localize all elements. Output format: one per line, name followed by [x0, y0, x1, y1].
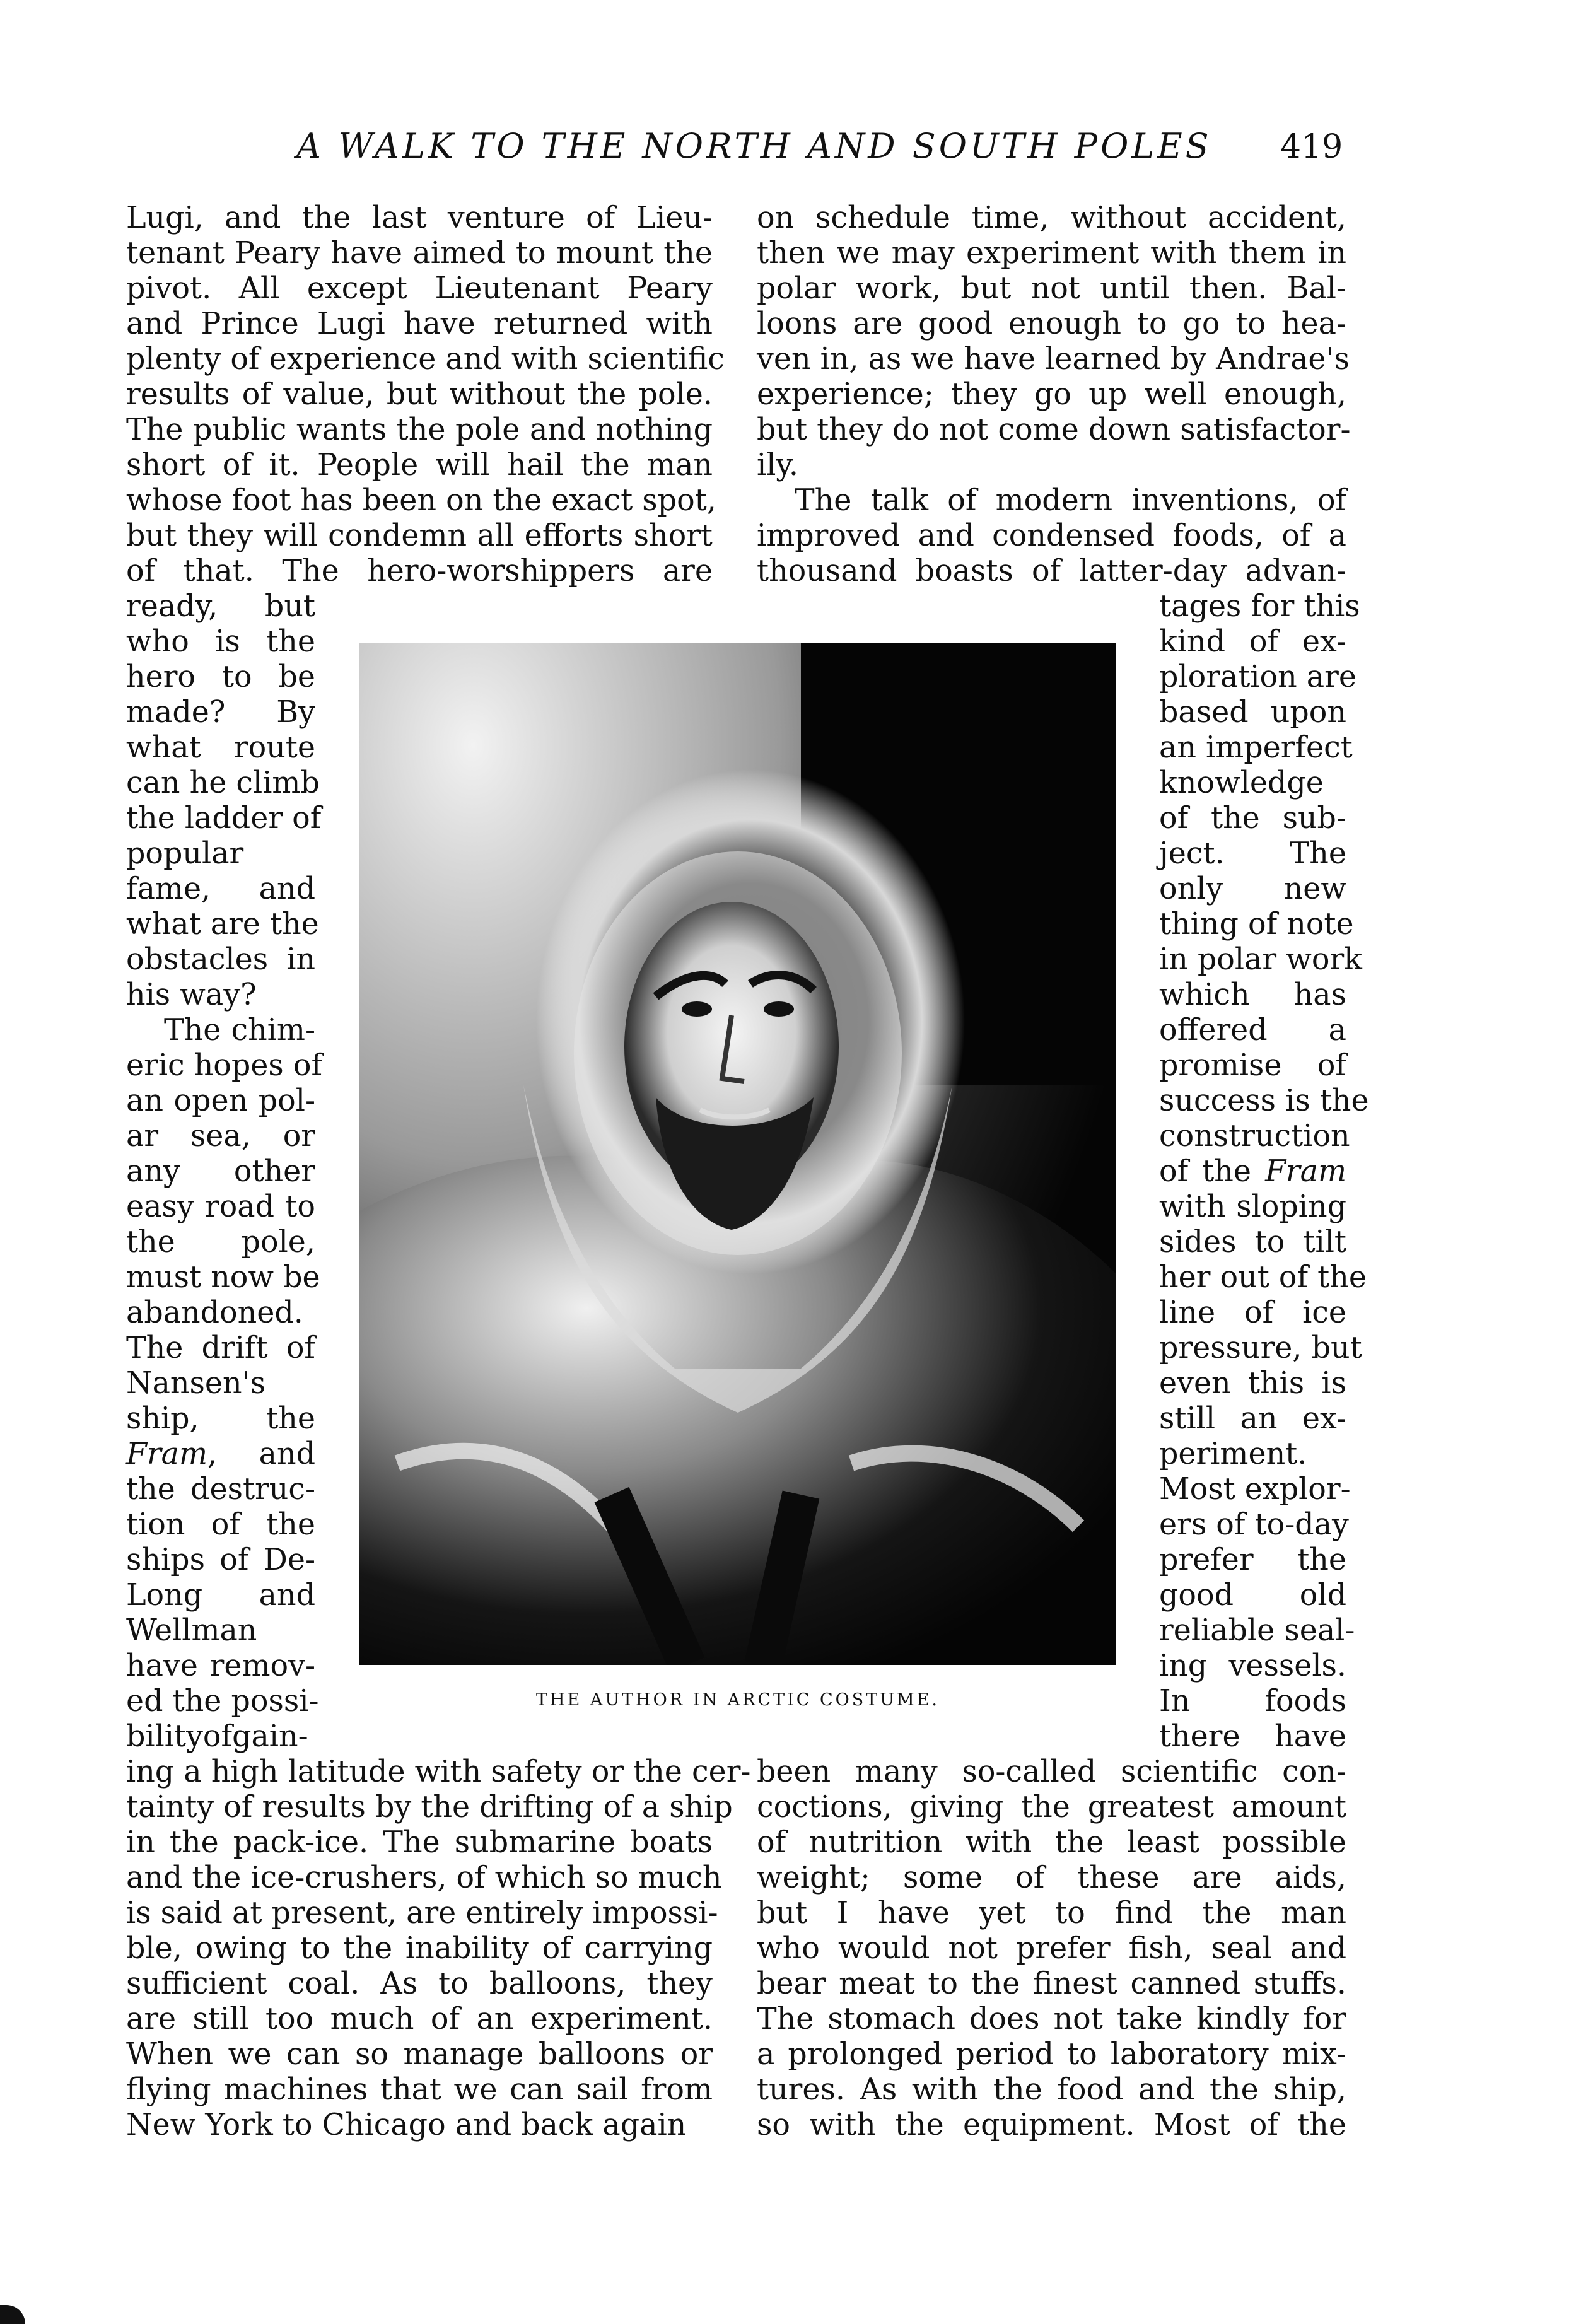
text-line: of nutrition with the least possible: [757, 1825, 1346, 1860]
text-line: of the Fram: [1159, 1154, 1346, 1189]
text-line: ject. The: [1159, 836, 1346, 871]
text-line: promise of: [1159, 1048, 1346, 1083]
text-line: loons are good enough to go to hea-: [757, 307, 1346, 341]
page-number: 419: [1280, 128, 1343, 166]
text-line: her out of the: [1159, 1260, 1367, 1295]
text-line: bilityofgain-: [126, 1719, 308, 1754]
text-line: construction: [1159, 1119, 1350, 1153]
text-line: The stomach does not take kindly for: [757, 2002, 1346, 2036]
text-line: and Prince Lugi have returned with: [126, 307, 713, 341]
text-line: tainty of results by the drifting of a ship: [126, 1790, 733, 1825]
text-line: but they do not come down satisfactor-: [757, 412, 1351, 447]
text-line: only new: [1159, 872, 1346, 906]
text-line: Lugi, and the last venture of Lieu-: [126, 201, 713, 235]
text-line: have remov-: [126, 1649, 315, 1683]
text-line: in polar work: [1159, 942, 1362, 977]
text-line: ven in, as we have learned by Andrae's: [757, 342, 1350, 377]
text-line: pivot. All except Lieutenant Peary: [126, 271, 713, 306]
text-line: periment.: [1159, 1437, 1307, 1471]
text-line: bear meat to the finest canned stuffs.: [757, 1966, 1346, 2001]
text-line: his way?: [126, 978, 257, 1012]
text-line: so with the equipment. Most of the: [757, 2108, 1346, 2142]
text-line: experience; they go up well enough,: [757, 377, 1346, 412]
text-line: whose foot has been on the exact spot,: [126, 483, 716, 518]
text-line: prefer the: [1159, 1543, 1346, 1577]
text-line: is said at present, are entirely impossi-: [126, 1896, 718, 1930]
text-line: pressure, but: [1159, 1331, 1362, 1365]
text-line: Wellman: [126, 1613, 257, 1648]
text-line: ploration are: [1159, 660, 1356, 694]
text-line: any other: [126, 1154, 315, 1189]
text-line: ily.: [757, 448, 799, 482]
text-line: can he climb: [126, 766, 320, 800]
text-line: easy road to: [126, 1189, 315, 1224]
text-line: tion of the: [126, 1507, 315, 1542]
text-line: even this is: [1159, 1366, 1346, 1401]
text-line: offered a: [1159, 1013, 1346, 1048]
text-line: ing vessels.: [1159, 1649, 1346, 1683]
right-column-narrow: [1159, 589, 1369, 1755]
text-line: New York to Chicago and back again: [126, 2108, 687, 2142]
text-line: tures. As with the food and the ship,: [757, 2072, 1346, 2107]
text-line: based upon: [1159, 695, 1346, 730]
text-line: in the pack-ice. The submarine boats: [126, 1825, 713, 1860]
text-line: obstacles in: [126, 942, 315, 977]
text-line: what route: [126, 730, 315, 765]
text-line: tenant Peary have aimed to mount the: [126, 236, 713, 271]
text-line: success is the: [1159, 1083, 1369, 1118]
text-line: ers of to-day: [1159, 1507, 1349, 1542]
text-line: Most explor-: [1159, 1472, 1351, 1507]
text-line: knowledge: [1159, 766, 1324, 800]
text-line: Nansen's: [126, 1366, 265, 1401]
text-line: sides to tilt: [1159, 1225, 1346, 1259]
left-column-narrow: [126, 589, 323, 1755]
left-column-bottom: [126, 1755, 751, 2143]
text-line: sufficient coal. As to balloons, they: [126, 1966, 713, 2001]
text-line: line of ice: [1159, 1295, 1346, 1330]
text-line: reliable seal-: [1159, 1613, 1355, 1648]
text-line: an open pol-: [126, 1083, 315, 1118]
text-line: still an ex-: [1159, 1401, 1346, 1436]
text-line: hero to be: [126, 660, 315, 694]
text-line: been many so-called scientific con-: [757, 1755, 1346, 1789]
text-line: good old: [1159, 1578, 1346, 1613]
running-title: A WALK TO THE NORTH AND SOUTH POLES: [296, 126, 1212, 166]
text-line: kind of ex-: [1159, 624, 1346, 659]
text-line: the destruc-: [126, 1472, 315, 1507]
text-line: who is the: [126, 624, 315, 659]
left-column-top: [126, 201, 725, 589]
text-line: made? By: [126, 695, 315, 730]
text-line: abandoned.: [126, 1295, 303, 1330]
text-line: weight; some of these are aids,: [757, 1860, 1346, 1895]
text-line: ship, the: [126, 1401, 315, 1436]
text-line: the ladder of: [126, 801, 322, 836]
text-line: must now be: [126, 1260, 320, 1295]
text-line: what are the: [126, 907, 319, 942]
text-line: with sloping: [1159, 1189, 1346, 1224]
text-line: thousand boasts of latter-day advan-: [757, 554, 1346, 588]
text-line: The drift of: [126, 1331, 315, 1365]
author-photograph: [359, 643, 1116, 1665]
text-line: of that. The hero-worshippers are: [126, 554, 713, 588]
text-line: ble, owing to the inability of carrying: [126, 1931, 713, 1966]
text-line: eric hopes of: [126, 1048, 323, 1083]
text-line: ready, but: [126, 589, 315, 624]
text-line: ar sea, or: [126, 1119, 315, 1153]
text-line: an imperfect: [1159, 730, 1353, 765]
text-line: but I have yet to find the man: [757, 1896, 1346, 1930]
text-line: are still too much of an experiment.: [126, 2002, 713, 2036]
text-line: the pole,: [126, 1225, 315, 1259]
page-edge-mark: [0, 2305, 25, 2324]
figure-caption: THE AUTHOR IN ARCTIC COSTUME.: [536, 1690, 940, 1710]
text-line: who would not prefer fish, seal and: [757, 1931, 1346, 1966]
text-line: then we may experiment with them in: [757, 236, 1346, 271]
text-line: ed the possi-: [126, 1684, 319, 1719]
text-line: The chim-: [164, 1013, 315, 1048]
text-line: of the sub-: [1159, 801, 1346, 836]
text-line: polar work, but not until then. Bal-: [757, 271, 1346, 306]
text-line: flying machines that we can sail from: [126, 2072, 713, 2107]
text-line: plenty of experience and with scientific: [126, 342, 725, 377]
text-line: on schedule time, without accident,: [757, 201, 1346, 235]
right-column-bottom: [757, 1755, 1346, 2143]
text-line: The talk of modern inventions, of: [795, 483, 1346, 518]
text-line: but they will condemn all efforts short: [126, 518, 713, 553]
text-line: which has: [1159, 978, 1346, 1012]
text-line: short of it. People will hail the man: [126, 448, 713, 482]
arctic-portrait-image: [359, 643, 1116, 1665]
text-line: fame, and: [126, 872, 315, 906]
right-column-top: [757, 201, 1351, 589]
text-line: coctions, giving the greatest amount: [757, 1790, 1346, 1825]
text-line: When we can so manage balloons or: [126, 2037, 713, 2072]
text-line: a prolonged period to laboratory mix-: [757, 2037, 1346, 2072]
text-line: improved and condensed foods, of a: [757, 518, 1346, 553]
text-line: tages for this: [1159, 589, 1360, 624]
text-line: In foods: [1159, 1684, 1346, 1719]
text-line: there have: [1159, 1719, 1346, 1754]
text-line: results of value, but without the pole.: [126, 377, 713, 412]
text-line: ships of De-: [126, 1543, 315, 1577]
text-line: Long and: [126, 1578, 315, 1613]
text-line: and the ice-crushers, of which so much: [126, 1860, 722, 1895]
text-line: Fram, and: [126, 1437, 315, 1471]
text-line: thing of note: [1159, 907, 1354, 942]
text-line: The public wants the pole and nothing: [126, 412, 713, 447]
text-line: ing a high latitude with safety or the cer-: [126, 1755, 751, 1789]
text-line: popular: [126, 836, 244, 871]
